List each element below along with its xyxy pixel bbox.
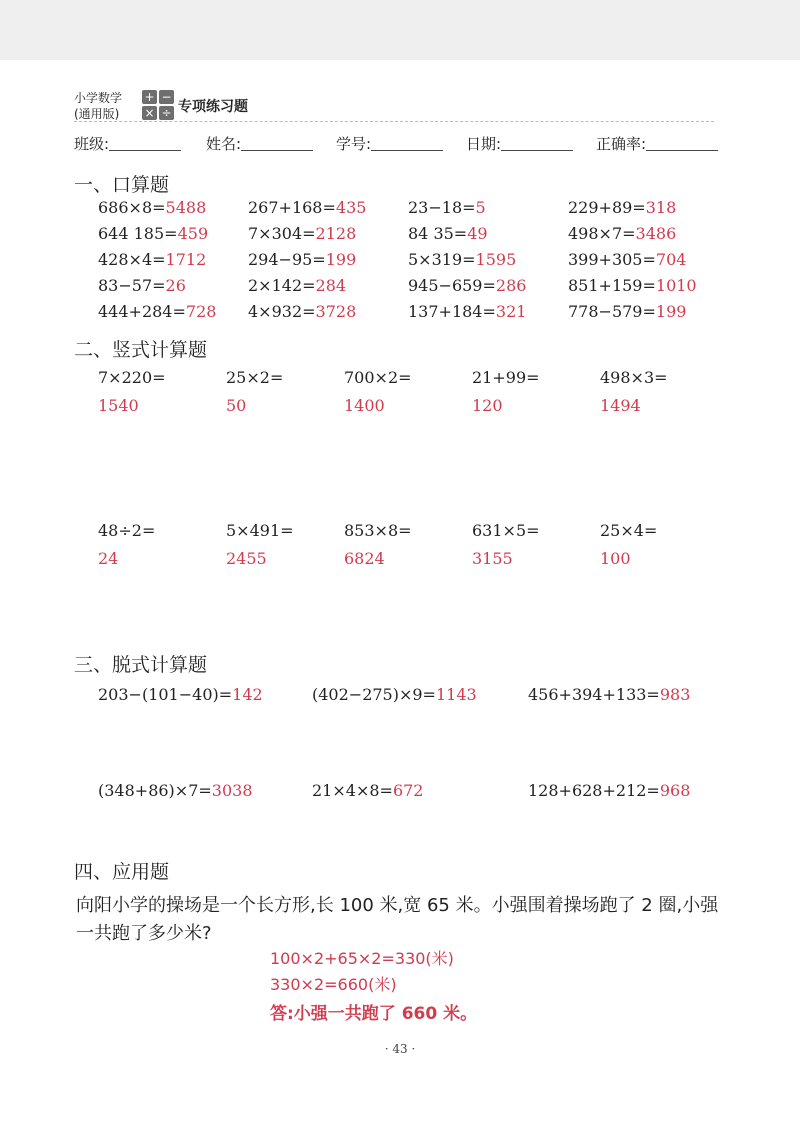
stepwise-item: 456+394+133=983 (528, 685, 691, 704)
stepwise-item: 203−(101−40)=142 (98, 685, 263, 704)
section-title-oral: 一、口算题 (74, 174, 170, 196)
plus-icon: + (142, 90, 157, 104)
word-problem-text: 向阳小学的操场是一个长方形,长 100 米,宽 65 米。小强围着操场跑了 2 圈,小强一共跑了多少米? (76, 895, 719, 944)
vertical-answer: 120 (472, 396, 503, 415)
top-band (0, 0, 800, 60)
oral-item: 137+184=321 (408, 302, 527, 321)
student-info-row (74, 133, 734, 157)
oral-item: 498×7=3486 (568, 224, 677, 243)
oral-item: 84 35=49 (408, 224, 488, 243)
vertical-question: 21+99= (472, 368, 540, 387)
vertical-question: 5×491= (226, 521, 294, 540)
brand-line-2: (通用版) (74, 107, 120, 121)
stepwise-item: (348+86)×7=3038 (98, 781, 253, 800)
vertical-question: 853×8= (344, 521, 412, 540)
info-field-accuracy[interactable]: 正确率: (596, 133, 718, 154)
vertical-answer: 6824 (344, 549, 385, 568)
info-field-class[interactable]: 班级: (74, 133, 181, 154)
vertical-answer: 50 (226, 396, 247, 415)
oral-item: 7×304=2128 (248, 224, 357, 243)
oral-item: 444+284=728 (98, 302, 217, 321)
oral-item: 945−659=286 (408, 276, 527, 295)
minus-icon: − (159, 90, 174, 104)
info-field-student-id[interactable]: 学号: (336, 133, 443, 154)
vertical-answer: 1400 (344, 396, 385, 415)
vertical-question: 48÷2= (98, 521, 156, 540)
vertical-question: 498×3= (600, 368, 668, 387)
vertical-answer: 100 (600, 549, 631, 568)
oral-item: 4×932=3728 (248, 302, 357, 321)
vertical-answer: 1494 (600, 396, 641, 415)
oral-item: 686×8=5488 (98, 198, 207, 217)
brand-label (74, 90, 146, 122)
solution-step-2: 330×2=660(米) (270, 975, 397, 994)
oral-item: 644 185=459 (98, 224, 209, 243)
vertical-question: 25×4= (600, 521, 658, 540)
divide-icon: ÷ (159, 106, 174, 120)
oral-item: 2×142=284 (248, 276, 347, 295)
oral-item: 229+89=318 (568, 198, 677, 217)
oral-item: 851+159=1010 (568, 276, 697, 295)
oral-item: 428×4=1712 (98, 250, 207, 269)
oral-item: 5×319=1595 (408, 250, 517, 269)
section-title-vertical: 二、竖式计算题 (74, 339, 208, 361)
vertical-answer: 1540 (98, 396, 139, 415)
oral-item: 778−579=199 (568, 302, 687, 321)
vertical-question: 700×2= (344, 368, 412, 387)
brand-line-1: 小学数学 (74, 91, 123, 105)
multiply-icon: × (142, 106, 157, 120)
vertical-answer: 24 (98, 549, 119, 568)
oral-item: 83−57=26 (98, 276, 186, 295)
vertical-question: 7×220= (98, 368, 166, 387)
page-number: · 43 · (384, 1042, 416, 1056)
solution-step-1: 100×2+65×2=330(米) (270, 949, 454, 968)
oral-item: 399+305=704 (568, 250, 687, 269)
series-title: 专项练习题 (178, 99, 248, 115)
vertical-question: 631×5= (472, 521, 540, 540)
header-divider (74, 121, 714, 122)
section-title-stepwise: 三、脱式计算题 (74, 654, 208, 676)
vertical-answer: 2455 (226, 549, 267, 568)
math-symbols-logo (142, 90, 176, 122)
oral-item: 294−95=199 (248, 250, 357, 269)
vertical-question: 25×2= (226, 368, 284, 387)
info-field-name[interactable]: 姓名: (206, 133, 313, 154)
stepwise-item: 21×4×8=672 (312, 781, 424, 800)
stepwise-item: 128+628+212=968 (528, 781, 691, 800)
stepwise-item: (402−275)×9=1143 (312, 685, 477, 704)
vertical-answer: 3155 (472, 549, 513, 568)
section-title-word-problem: 四、应用题 (74, 861, 170, 883)
solution-answer: 答:小强一共跑了 660 米。 (270, 1004, 478, 1024)
info-field-date[interactable]: 日期: (466, 133, 573, 154)
oral-item: 23−18=5 (408, 198, 486, 217)
oral-item: 267+168=435 (248, 198, 367, 217)
